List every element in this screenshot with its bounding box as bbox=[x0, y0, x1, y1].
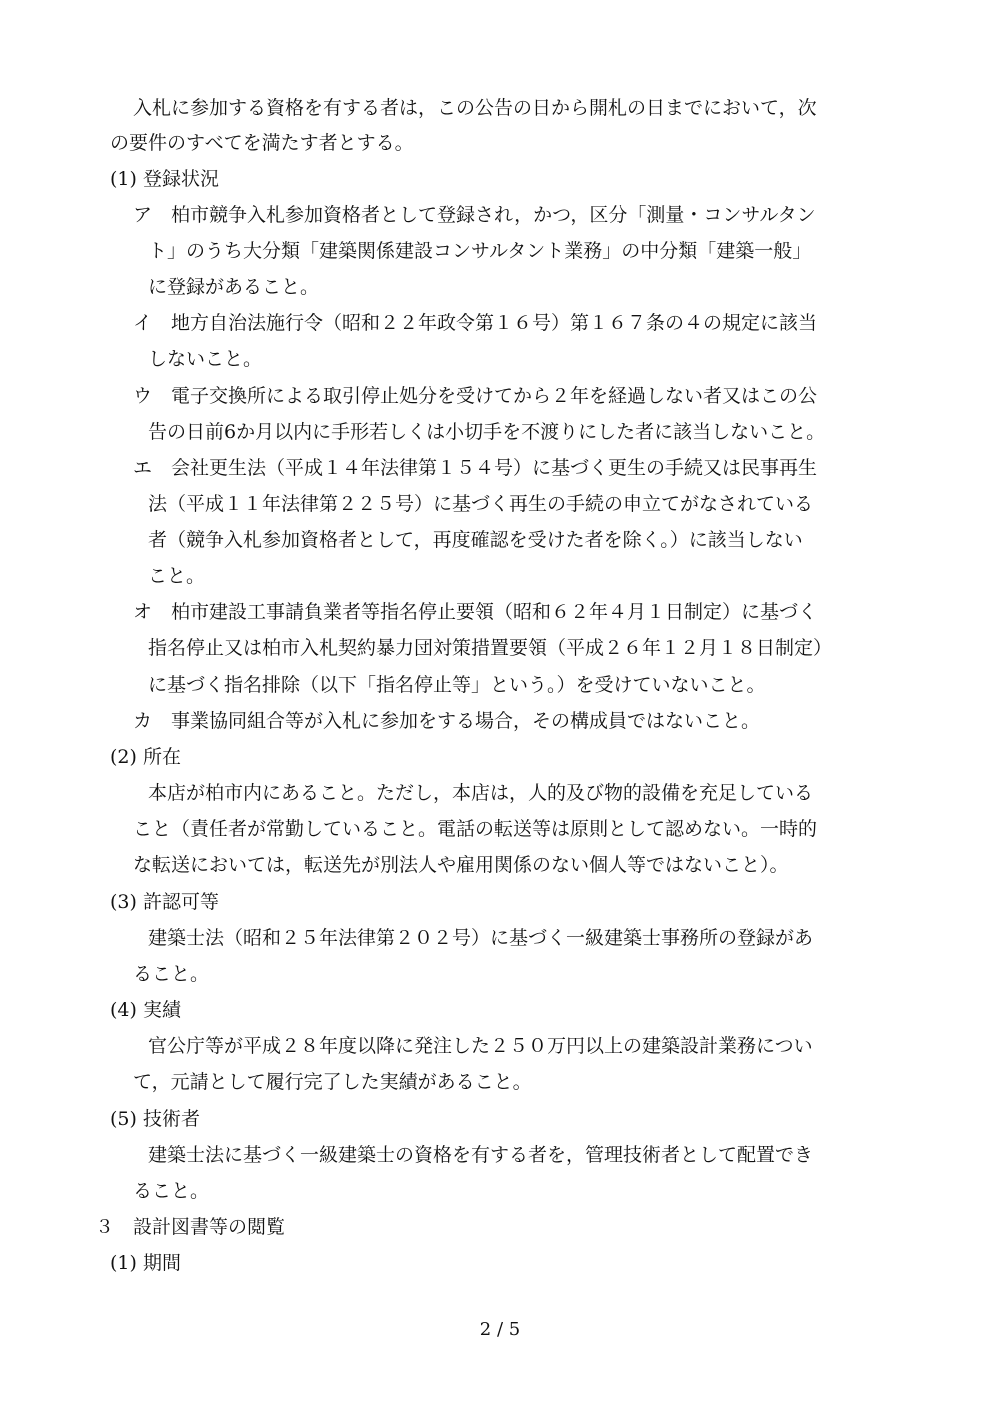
text-line: て，元請として履行完了した実績があること。 bbox=[133, 1071, 532, 1093]
list-item: オ 柏市建設工事請負業者等指名停止要領（昭和６２年４月１日制定）に基づく bbox=[133, 601, 818, 623]
section-heading: (3) 許認可等 bbox=[110, 891, 219, 913]
list-item: カ 事業協同組合等が入札に参加をする場合，その構成員ではないこと。 bbox=[133, 710, 761, 732]
text-line: 本店が柏市内にあること。ただし，本店は，人的及び物的設備を充足している bbox=[148, 782, 814, 804]
text-line: ト」のうち大分類「建築関係建設コンサルタント業務」の中分類「建築一般」 bbox=[148, 240, 812, 262]
text-line: に基づく指名排除（以下「指名停止等」という。）を受けていないこと。 bbox=[148, 674, 766, 696]
text-line: しないこと。 bbox=[148, 348, 263, 370]
section-heading: (1) 期間 bbox=[110, 1252, 181, 1274]
list-item: ウ 電子交換所による取引停止処分を受けてから２年を経過しない者又はこの公 bbox=[133, 385, 818, 407]
list-item: エ 会社更生法（平成１４年法律第１５４号）に基づく更生の手続又は民事再生 bbox=[133, 457, 818, 479]
section-heading: (5) 技術者 bbox=[110, 1108, 200, 1130]
text-line: 入札に参加する資格を有する者は，この公告の日から開札の日までにおいて，次 bbox=[133, 97, 817, 119]
section-heading: (2) 所在 bbox=[110, 746, 181, 768]
text-line: ること。 bbox=[133, 963, 210, 985]
text-line: 官公庁等が平成２８年度以降に発注した２５０万円以上の建築設計業務につい bbox=[148, 1035, 813, 1057]
text-line: ること。 bbox=[133, 1180, 210, 1202]
text-line: な転送においては，転送先が別法人や雇用関係のない個人等ではないこと）。 bbox=[133, 854, 789, 876]
text-line: 指名停止又は柏市入札契約暴力団対策措置要領（平成２６年１２月１８日制定） bbox=[148, 637, 833, 659]
section-heading: (1) 登録状況 bbox=[110, 168, 219, 190]
text-line: 者（競争入札参加資格者として，再度確認を受けた者を除く。）に該当しない bbox=[148, 529, 803, 551]
text-line: 告の日前6か月以内に手形若しくは小切手を不渡りにした者に該当しないこと。 bbox=[148, 421, 826, 443]
section-heading: (4) 実績 bbox=[110, 999, 181, 1021]
list-item: イ 地方自治法施行令（昭和２２年政令第１６号）第１６７条の４の規定に該当 bbox=[133, 312, 818, 334]
text-line: 建築士法（昭和２５年法律第２０２号）に基づく一級建築士事務所の登録があ bbox=[148, 927, 814, 949]
list-item: ア 柏市競争入札参加資格者として登録され，かつ，区分「測量・コンサルタン bbox=[133, 204, 816, 226]
text-line: こと（責任者が常勤していること。電話の転送等は原則として認めない。一時的 bbox=[133, 818, 818, 840]
text-line: に登録があること。 bbox=[148, 276, 320, 298]
text-line: の要件のすべてを満たす者とする。 bbox=[110, 132, 414, 154]
text-line: 法（平成１１年法律第２２５号）に基づく再生の手続の申立てがなされている bbox=[148, 493, 814, 515]
text-line: 建築士法に基づく一級建築士の資格を有する者を，管理技術者として配置でき bbox=[148, 1144, 814, 1166]
page-number: 2 / 5 bbox=[479, 1319, 521, 1340]
section-heading: ３ 設計図書等の閲覧 bbox=[95, 1216, 286, 1238]
text-line: こと。 bbox=[148, 565, 206, 587]
